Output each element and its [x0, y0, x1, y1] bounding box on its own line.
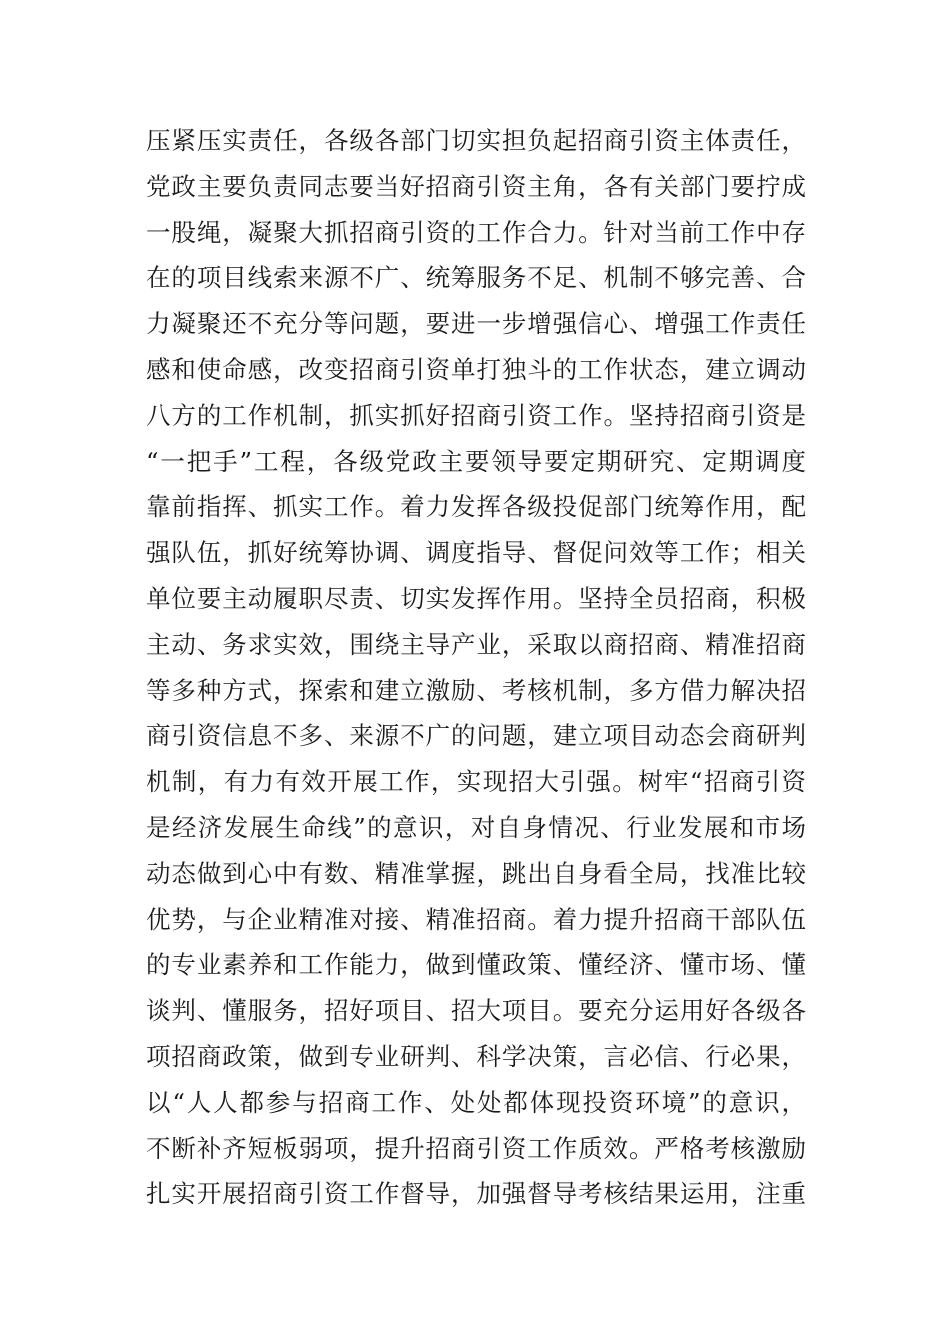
- text-line: 感和使命感，改变招商引资单打独斗的工作状态，建立调动: [146, 354, 807, 384]
- text-line: 以“人人都参与招商工作、处处都体现投资环境”的意识，: [146, 1087, 808, 1117]
- text-line: 是经济发展生命线”的意识，对自身情况、行业发展和市场: [146, 812, 808, 842]
- text-line: 一股绳，凝聚大抓招商引资的工作合力。针对当前工作中存: [146, 217, 807, 247]
- text-line: 等多种方式，探索和建立激励、考核机制，多方借力解决招: [146, 675, 807, 705]
- text-line: 不断补齐短板弱项，提升招商引资工作质效。严格考核激励: [146, 1133, 807, 1163]
- text-line: 的专业素养和工作能力，做到懂政策、懂经济、懂市场、懂: [146, 950, 807, 980]
- text-line: 机制，有力有效开展工作，实现招大引强。树牢“招商引资: [146, 767, 808, 797]
- text-line: 单位要主动履职尽责、切实发挥作用。坚持全员招商，积极: [146, 583, 807, 613]
- text-line: 靠前指挥、抓实工作。着力发挥各级投促部门统筹作用，配: [146, 492, 807, 522]
- text-line: “一把手”工程，各级党政主要领导要定期研究、定期调度: [146, 446, 808, 476]
- text-line: 谈判、懂服务，招好项目、招大项目。要充分运用好各级各: [146, 996, 807, 1026]
- text-line: 在的项目线索来源不广、统筹服务不足、机制不够完善、合: [146, 263, 807, 293]
- text-line: 商引资信息不多、来源不广的问题，建立项目动态会商研判: [146, 721, 807, 751]
- text-line: 强队伍，抓好统筹协调、调度指导、督促问效等工作；相关: [146, 538, 807, 568]
- text-line: 压紧压实责任，各级各部门切实担负起招商引资主体责任，: [146, 126, 807, 155]
- text-line: 力凝聚还不充分等问题，要进一步增强信心、增强工作责任: [146, 309, 807, 339]
- text-line: 八方的工作机制，抓实抓好招商引资工作。坚持招商引资是: [146, 400, 807, 430]
- text-line: 动态做到心中有数、精准掌握，跳出自身看全局，找准比较: [146, 858, 807, 888]
- text-line: 主动、务求实效，围绕主导产业，采取以商招商、精准招商: [146, 629, 807, 659]
- body-paragraph: [146, 118, 806, 1217]
- text-line: 项招商政策，做到专业研判、科学决策，言必信、行必果，: [146, 1041, 807, 1071]
- text-line: 扎实开展招商引资工作督导，加强督导考核结果运用，注重: [146, 1179, 807, 1209]
- text-line: 优势，与企业精准对接、精准招商。着力提升招商干部队伍: [146, 904, 807, 934]
- text-line: 党政主要负责同志要当好招商引资主角，各有关部门要拧成: [146, 171, 807, 201]
